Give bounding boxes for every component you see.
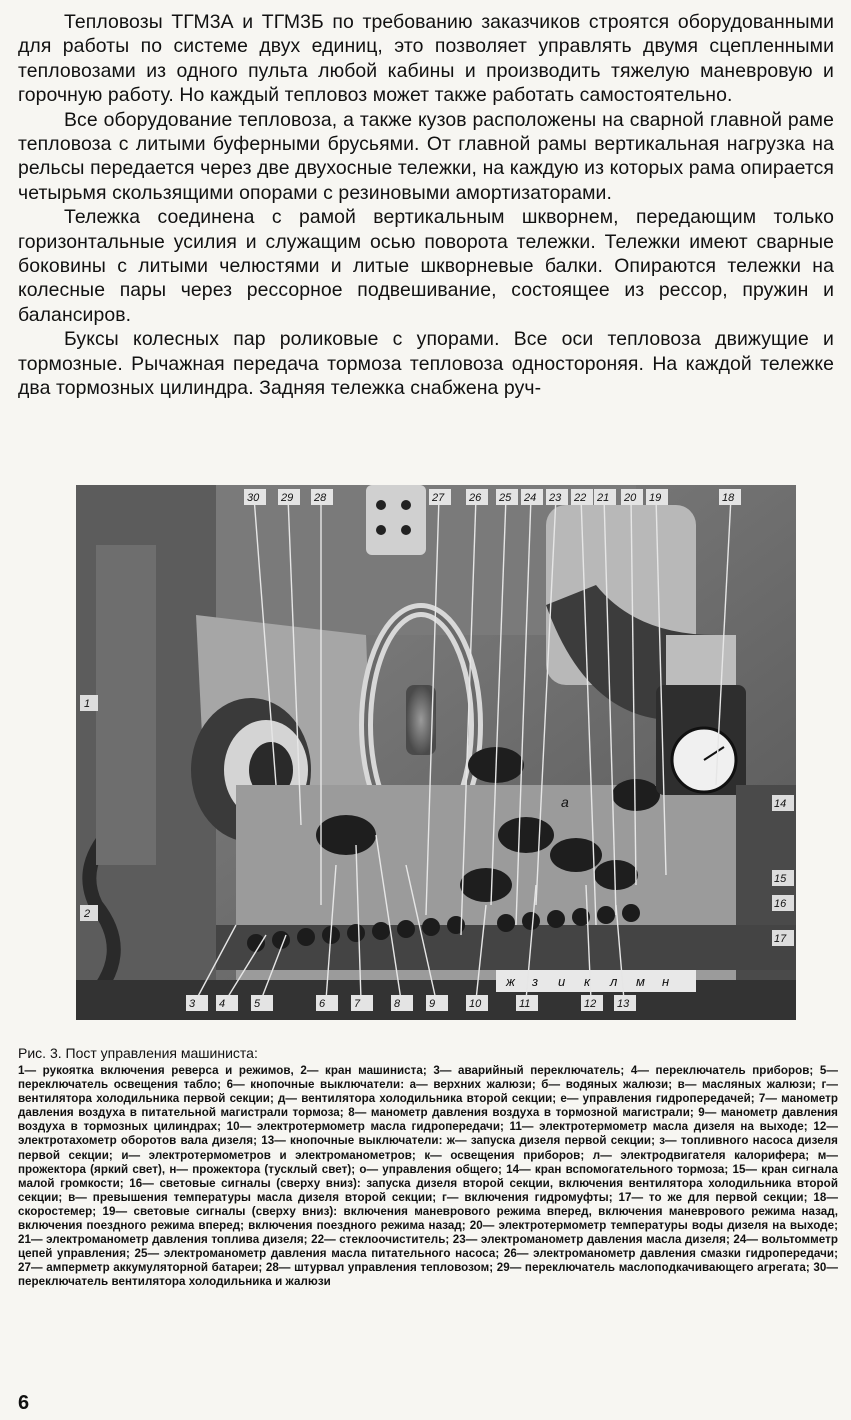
side-label-right: 17 [774,933,787,945]
photo-bottom-label: 11 [519,998,531,1010]
paragraph: Тепловозы ТГМ3А и ТГМ3Б по требованию заказчиков строятся оборудованными для работы по системе двух единиц, это позволяет управлять двумя сцепленными тепловозами из одного пульта любой кабины и производить тяжелую маневровую и горочную работу. Но каждый тепловоз может также работать самостоятельно. [18,11,834,107]
photo-bottom-label: 12 [584,998,597,1010]
photo-top-label: 28 [314,492,327,504]
photo-top-label: 29 [281,492,294,504]
photo-bottom-label: 8 [394,998,401,1010]
switch-letter: м [636,974,645,989]
photo-bottom-label: 9 [429,998,436,1010]
side-label-right: 16 [774,898,787,910]
side-label-left: 1 [84,698,91,710]
side-label-right: 15 [774,873,787,885]
photo-bottom-label: 5 [254,998,261,1010]
photo-bottom-label: 6 [319,998,326,1010]
switch-letter: з [532,974,539,989]
photo-top-label: 18 [722,492,735,504]
paragraph: Тележка соединена с рамой вертикальным шкворнем, передающим только горизонтальные усилия и служащим осью поворота тележки. Тележки имеют сварные боковины с литыми челюстями и литые шкворневые балки. Опираются тележки на колесные пары через рессорное подвешивание, состоящее из рессор, пружин и балансиров. [18,206,834,326]
figure-caption: Рис. 3. Пост управления машиниста: [18,1045,258,1061]
figure-legend: 1— рукоятка включения реверса и режимов, 2— кран машиниста; 3— аварийный переключатель; 4— переключатель приборов; 5— переключатель освещения табло; 6— кнопочные выключатели: а— верхних жалюзи; б— водяных жалюзи; в— масляных жалюзи; г— вентилятора холодильника первой секции; д— вентилятора холодильника второй секции; е— управления гидропередачей; 7— манометр давления воздуха в питательной магистрали тормоза; 8— манометр давления воздуха в тормозной магистрали; 9— манометр давления воздуха в тормозных цилиндрах; 10— электротермометр масла гидропередачи; 11— электротермометр масла дизеля на выходе; 12— электротахометр оборотов вала дизеля; 13— кнопочные выключатели: ж— запуска дизеля первой секции; з— топливного насоса дизеля первой секции; и— электротермометров и электроманометров; к— освещения приборов; л— электродвигателя калорифера; м— прожектора (яркий свет), н— прожектора (тусклый свет); о— управления общего; 14— кран вспомогательного тормоза; 15— кран сигнала малой громкости; 16— световые сигналы (сверху вниз): запуска дизеля второй секции, включения вентилятора холодильника второй секции; в— превышения температуры масла дизеля второй секции; г— включения гидромуфты; 17— то же для первой секции; 18— скоростемер; 19— световые сигналы (сверху вниз): включения маневрового режима вперед, включения маневрового режима назад, включения поездного режима вперед; включения поездного режима назад; 20— электротермометр температуры воды дизеля на выходе; 21— электроманометр давления топлива дизеля; 22— стеклоочиститель; 23— электроманометр давления масла дизеля; 24— вольтомметр цепей управления; 25— электроманометр давления масла питательного насоса; 26— электроманометр давления смазки гидропередачи; 27— амперметр аккумуляторной батареи; 28— штурвал управления тепловозом; 29— переключатель маслоподкачивающего агрегата; 30— переключатель вентилятора холодильника и жалюзи [18,1064,838,1289]
panel-letter: а [561,794,569,810]
side-label-right: 14 [774,798,787,810]
control-post-illustration [76,485,796,1020]
photo-top-label: 20 [624,492,637,504]
control-post-photo [76,485,796,1020]
switch-letter: и [558,974,566,989]
photo-top-label: 27 [432,492,445,504]
switch-letter: н [662,974,670,989]
photo-top-label: 21 [597,492,610,504]
photo-top-label: 23 [549,492,562,504]
photo-bottom-label: 7 [354,998,361,1010]
photo-bottom-label: 3 [189,998,196,1010]
switch-letter: к [584,974,591,989]
switch-letter: ж [506,974,515,989]
photo-top-label: 24 [524,492,537,504]
page-number: 6 [18,1392,30,1414]
photo-bottom-label: 13 [617,998,630,1010]
photo-bottom-label: 4 [219,998,226,1010]
photo-top-label: 30 [247,492,260,504]
switch-letter: л [610,974,618,989]
photo-top-label: 26 [469,492,482,504]
photo-bottom-label: 10 [469,998,482,1010]
body-text [18,10,834,401]
photo-top-label: 25 [499,492,512,504]
side-label-left: 2 [84,908,91,920]
paragraph: Буксы колесных пар роликовые с упорами. Все оси тепловоза движущие и тормозные. Рычажная передача тормоза тепловоза одностороняя. На каждой тележке два тормозных цилиндра. Задняя тележка снабжена руч- [18,328,834,400]
photo-top-label: 22 [574,492,587,504]
photo-top-label: 19 [649,492,662,504]
paragraph: Все оборудование тепловоза, а также кузов расположены на сварной главной раме тепловоза с литыми буферными брусьями. От главной рамы вертикальная нагрузка на рельсы передается через две двухосные тележки, на каждую из которых рама опирается четырьмя скользящими опорами с резиновыми амортизаторами. [18,108,834,204]
